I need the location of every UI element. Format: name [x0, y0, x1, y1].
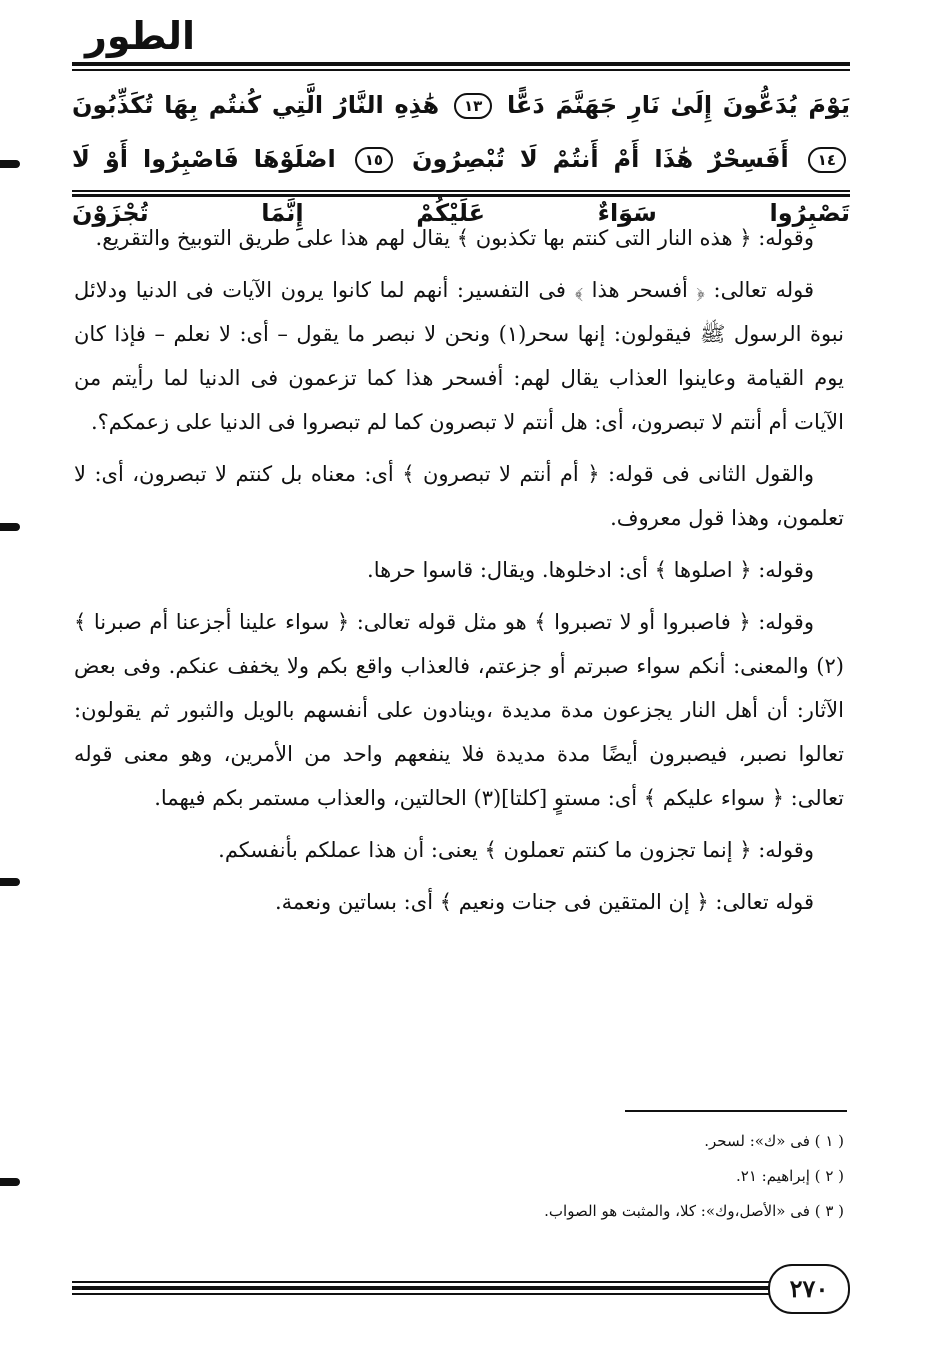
quran-segment: أَفَسِحْرٌ هَٰذَا أَمْ أَنتُمْ لَا تُبْصِرُونَ — [412, 145, 789, 173]
commentary-paragraph — [74, 268, 844, 444]
footnotes — [74, 1124, 844, 1229]
commentary-paragraph — [74, 548, 844, 592]
paragraph-text: وقوله: ﴿ هذه النار التى كنتم بها تكذبون ﴾ يقال لهم هذا على طريق التوبيخ والتقريع. — [95, 226, 814, 250]
paragraph-text: والقول الثانى فى قوله: ﴿ أم أنتم لا تبصرون ﴾ أى: معناه بل كنتم لا تبصرون، أى: لا تعلمون، وهذا قول معروف. — [74, 462, 844, 530]
header-rule-thick — [72, 62, 850, 66]
commentary-paragraph — [74, 828, 844, 872]
footer-rule-thin — [72, 1281, 772, 1283]
margin-mark — [0, 160, 20, 168]
surah-title: الطور — [84, 14, 195, 58]
margin-mark — [0, 1178, 20, 1186]
quran-segment: يَوْمَ يُدَعُّونَ إِلَىٰ نَارِ جَهَنَّمَ دَعًّا — [507, 91, 850, 119]
paragraph-text: وقوله: ﴿ فاصبروا أو لا تصبروا ﴾ هو مثل قوله تعالى: ﴿ سواء علينا أجزعنا أم صبرنا ﴾(٢) والمعنى: أنكم سواء صبرتم أو جزعتم، فالعذاب واقع بكم ولا يخفف عنكم. وفى بعض الآثار: أن أهل النار يجزعون مدة مديدة ،وينادون على أنفسهم بالويل والثبور ثم يقولون: تعالوا نصبر، فيصبرون أيضًا مدة مديدة فلا ينفعهم واحد من الأمرين، وهو معنى قوله تعالى: ﴿ سواء عليكم ﴾ أى: مستوٍ [كلتا](٣) الحالتين، والعذاب مستمر بكم فيهما. — [74, 610, 844, 810]
header-rule-thin — [72, 69, 850, 71]
ayah-number-marker: ١٣ — [454, 93, 492, 119]
commentary-paragraph — [74, 600, 844, 820]
paragraph-text: وقوله: ﴿ اصلوها ﴾ أى: ادخلوها. ويقال: قاسوا حرها. — [367, 558, 814, 582]
footnote: ( ٢ ) إبراهيم: ٢١. — [735, 1167, 844, 1185]
commentary-paragraph — [74, 216, 844, 260]
paragraph-text: قوله تعالى: ﴿ إن المتقين فى جنات ونعيم ﴾ أى: بساتين ونعمة. — [275, 890, 814, 914]
paragraph-text: وقوله: ﴿ إنما تجزون ما كنتم تعملون ﴾ يعنى: أن هذا عملكم بأنفسكم. — [218, 838, 814, 862]
page-number: ٢٧٠ — [768, 1264, 850, 1314]
quran-segment: هَٰذِهِ النَّارُ الَّتِي كُنتُم بِهَا تُكَذِّبُونَ — [72, 91, 440, 119]
commentary-body — [74, 216, 844, 932]
quran-segment: اصْلَوْهَا فَاصْبِرُوا أَوْ لَا تَصْبِرُوا سَوَاءٌ عَلَيْكُمْ إِنَّمَا تُجْزَوْنَ — [72, 145, 850, 227]
verses-rule-thick — [72, 194, 850, 197]
margin-mark — [0, 523, 20, 531]
verses-rule-thin — [72, 190, 850, 192]
commentary-paragraph — [74, 880, 844, 924]
ayah-number-marker: ١٤ — [808, 147, 846, 173]
footnote: ( ٣ ) فى «الأصل،وك»: كلا، والمثبت هو الصواب. — [544, 1202, 844, 1220]
paragraph-text: قوله تعالى: ﴿ أفسحر هذا ﴾ فى التفسير: أنهم لما كانوا يرون الآيات فى الدنيا ودلائل نبوة الرسول ﷺ فيقولون: إنها سحر(١) ونحن لا نبصر ما يقول – أى: لا نعلم – فإذا كان يوم القيامة وعاينوا العذاب يقال لهم: أفسحر هذا كما تزعمون فى الدنيا لما رأيتم من الآيات أم أنتم لا تبصرون، أى: هل أنتم لا تبصرون كما لم تبصروا فى الدنيا على زعمكم؟. — [74, 278, 844, 434]
margin-mark — [0, 878, 20, 886]
footnote: ( ١ ) فى «ك»: لسحر. — [704, 1132, 844, 1150]
footer-rule-thick — [72, 1286, 772, 1290]
footnote-separator — [625, 1110, 847, 1112]
commentary-paragraph — [74, 452, 844, 540]
footer-rule-thin-lower — [72, 1293, 772, 1295]
ayah-number-marker: ١٥ — [355, 147, 393, 173]
